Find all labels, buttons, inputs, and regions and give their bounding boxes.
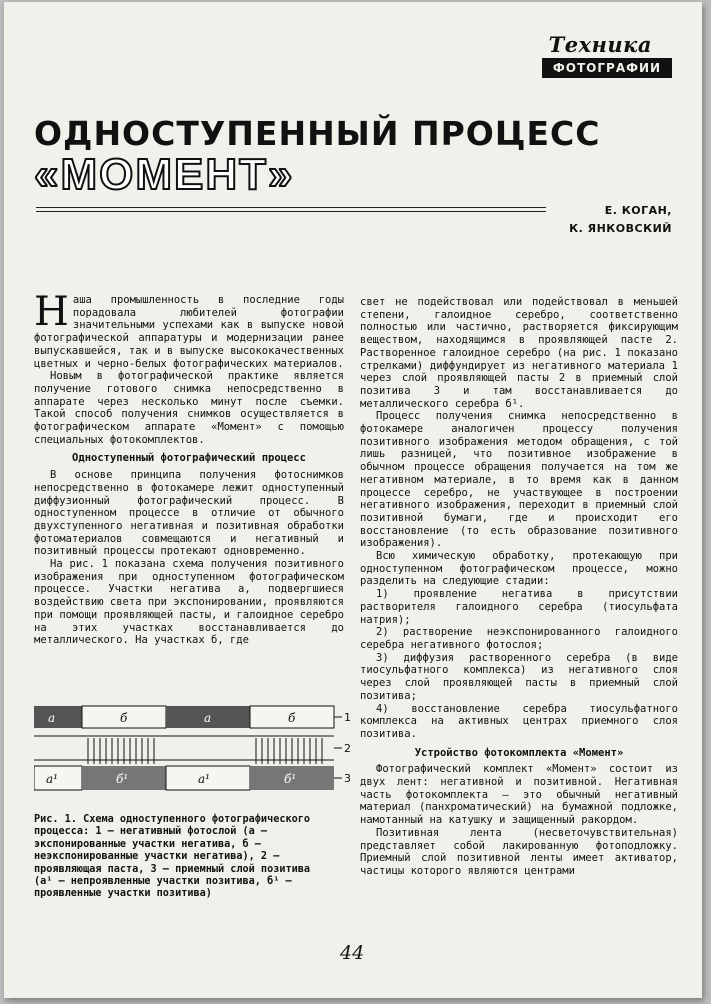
list-item: 2) растворение неэкспонированного галоидного серебра негативного фотослоя;: [360, 626, 678, 651]
label-b: б: [120, 711, 128, 725]
paragraph: В основе принципа получения фотоснимков непосредственно в фотокамере лежит одноступенный диффузионный фотографический процесс. В одноступенном процессе в отличие от обычного двухступенного негативная и позитивная обработки фотоматериалов совмещаются и негативный и позитивный процессы протекают одновременно.: [34, 469, 344, 558]
authors: [569, 202, 672, 238]
label-a1: а¹: [198, 772, 210, 786]
list-item: 1) проявление негатива в присутствии растворителя галоидного серебра (тиосульфата натрия);: [360, 588, 678, 626]
left-column: [34, 289, 344, 647]
title-rule-bottom: [36, 211, 546, 212]
list-item: 4) восстановление серебра тиосульфатного комплекса на активных центрах приемного слоя позитива.: [360, 702, 678, 740]
author-1: Е. КОГАН,: [604, 204, 672, 217]
label-a: а: [204, 711, 212, 725]
author-2: К. ЯНКОВСКИЙ: [569, 222, 672, 235]
process-diagram: [34, 702, 354, 798]
rubric-title: Техника: [548, 32, 652, 57]
section-heading: Одноступенный фотографический процесс: [72, 452, 306, 465]
drop-cap: Н: [34, 289, 69, 335]
negative-segment-a: [34, 706, 82, 728]
magazine-page: [4, 2, 702, 998]
label-a: а: [48, 711, 56, 725]
section-heading: Устройство фотокомплекта «Момент»: [414, 746, 624, 759]
label-b: б: [288, 711, 296, 725]
paragraph: Всю химическую обработку, протекающую при одноступенном фотографическом процессе, можно разделить на следующие стадии:: [360, 550, 678, 588]
label-a1: а¹: [46, 772, 58, 786]
figure-caption: Рис. 1. Схема одноступенного фотографического процесса: 1 — негативный фотослой (а — экспонированные участки негатива, б — неэкспонированные участки негатива), 2 — проявляющая паста, 3 — приемный слой позитива (а¹ — непроявленные участки позитива, б¹ — проявленные участки позитива): [34, 814, 311, 900]
intro-paragraph: [34, 289, 344, 370]
rubric-subtitle: ФОТОГРАФИИ: [542, 58, 672, 78]
right-column: [360, 296, 678, 878]
paragraph: Позитивная лента (несветочувствительная) представляет собой лакированную фотоподложку. Приемный слой позитивной ленты имеет активатор, частицы которого являются центрами: [360, 826, 678, 877]
page-number: 44: [340, 942, 365, 964]
positive-segment-a1: [34, 766, 82, 790]
level-label-2: 2: [344, 742, 351, 755]
level-label-1: 1: [344, 711, 351, 724]
paragraph: Новым в фотографической практике является получение готового снимка непосредственно в аппарате через несколько минут после съемки. Такой способ получения снимков осуществляется в фотографическом аппарате «Момент» с помощью специальных фотокомплектов.: [34, 370, 344, 446]
section-rubric: [517, 32, 672, 80]
label-b1: б¹: [284, 772, 297, 786]
article-title-line1: ОДНОСТУПЕННЫЙ ПРОЦЕСС: [34, 114, 601, 153]
intro-text: аша промышленность в последние годы порадовала любителей фотографии значительными успехами как в выпуске новой фотографической аппаратуры и модернизации ранее выпускавшейся, так и в выпуске высококачественных цветных и черно-белых фотографических материалов.: [34, 294, 344, 370]
article-title-line2: «МОМЕНТ»: [34, 150, 295, 199]
paragraph: свет не подействовал или подействовал в меньшей степени, галоидное серебро, соответственно полностью или частично, растворяется фиксирующим веществом, находящимся в проявляющей пасте 2. Растворенное галоидное серебро (на рис. 1 показано стрелками) диффундирует из негативного материала 1 через слой проявляющей пасты 2 в приемный слой позитива 3 и там восстанавливается до металлического серебра б¹.: [360, 296, 678, 410]
level-label-3: 3: [344, 772, 351, 785]
paragraph: На рис. 1 показана схема получения позитивного изображения при одноступенном фотографическом процессе. Участки негатива а, подвергшиеся воздействию света при экспонировании, проявляются при помощи проявляющей пасты, и галоидное серебро на этих участках восстанавливается до металлического. На участках б, где: [34, 558, 344, 647]
paragraph: Процесс получения снимка непосредственно в фотокамере аналогичен процессу получения позитивного изображения методом обращения, с той лишь разницей, что позитивное изображение в обычном процессе обращения получается на том же негативном материале, в то время как в данном процессе серебро, не участвующее в построении негативного изображения, переходит в приемный слой позитивной бумаги, где и происходит его восстановление (то есть образование позитивного изображения).: [360, 410, 678, 550]
paragraph: Фотографический комплект «Момент» состоит из двух лент: негативной и позитивной. Негативная часть фотокомплекта — это обычный негативный материал (панхроматический) на бумажной подложке, намотанный на катушку и защищенный ракордом.: [360, 763, 678, 827]
list-item: 3) диффузия растворенного серебра (в виде тиосульфатного комплекса) из негативного слоя через слой проявляющей пасты в приемный слой позитива;: [360, 651, 678, 702]
title-rule-top: [36, 207, 546, 208]
label-b1: б¹: [116, 772, 129, 786]
